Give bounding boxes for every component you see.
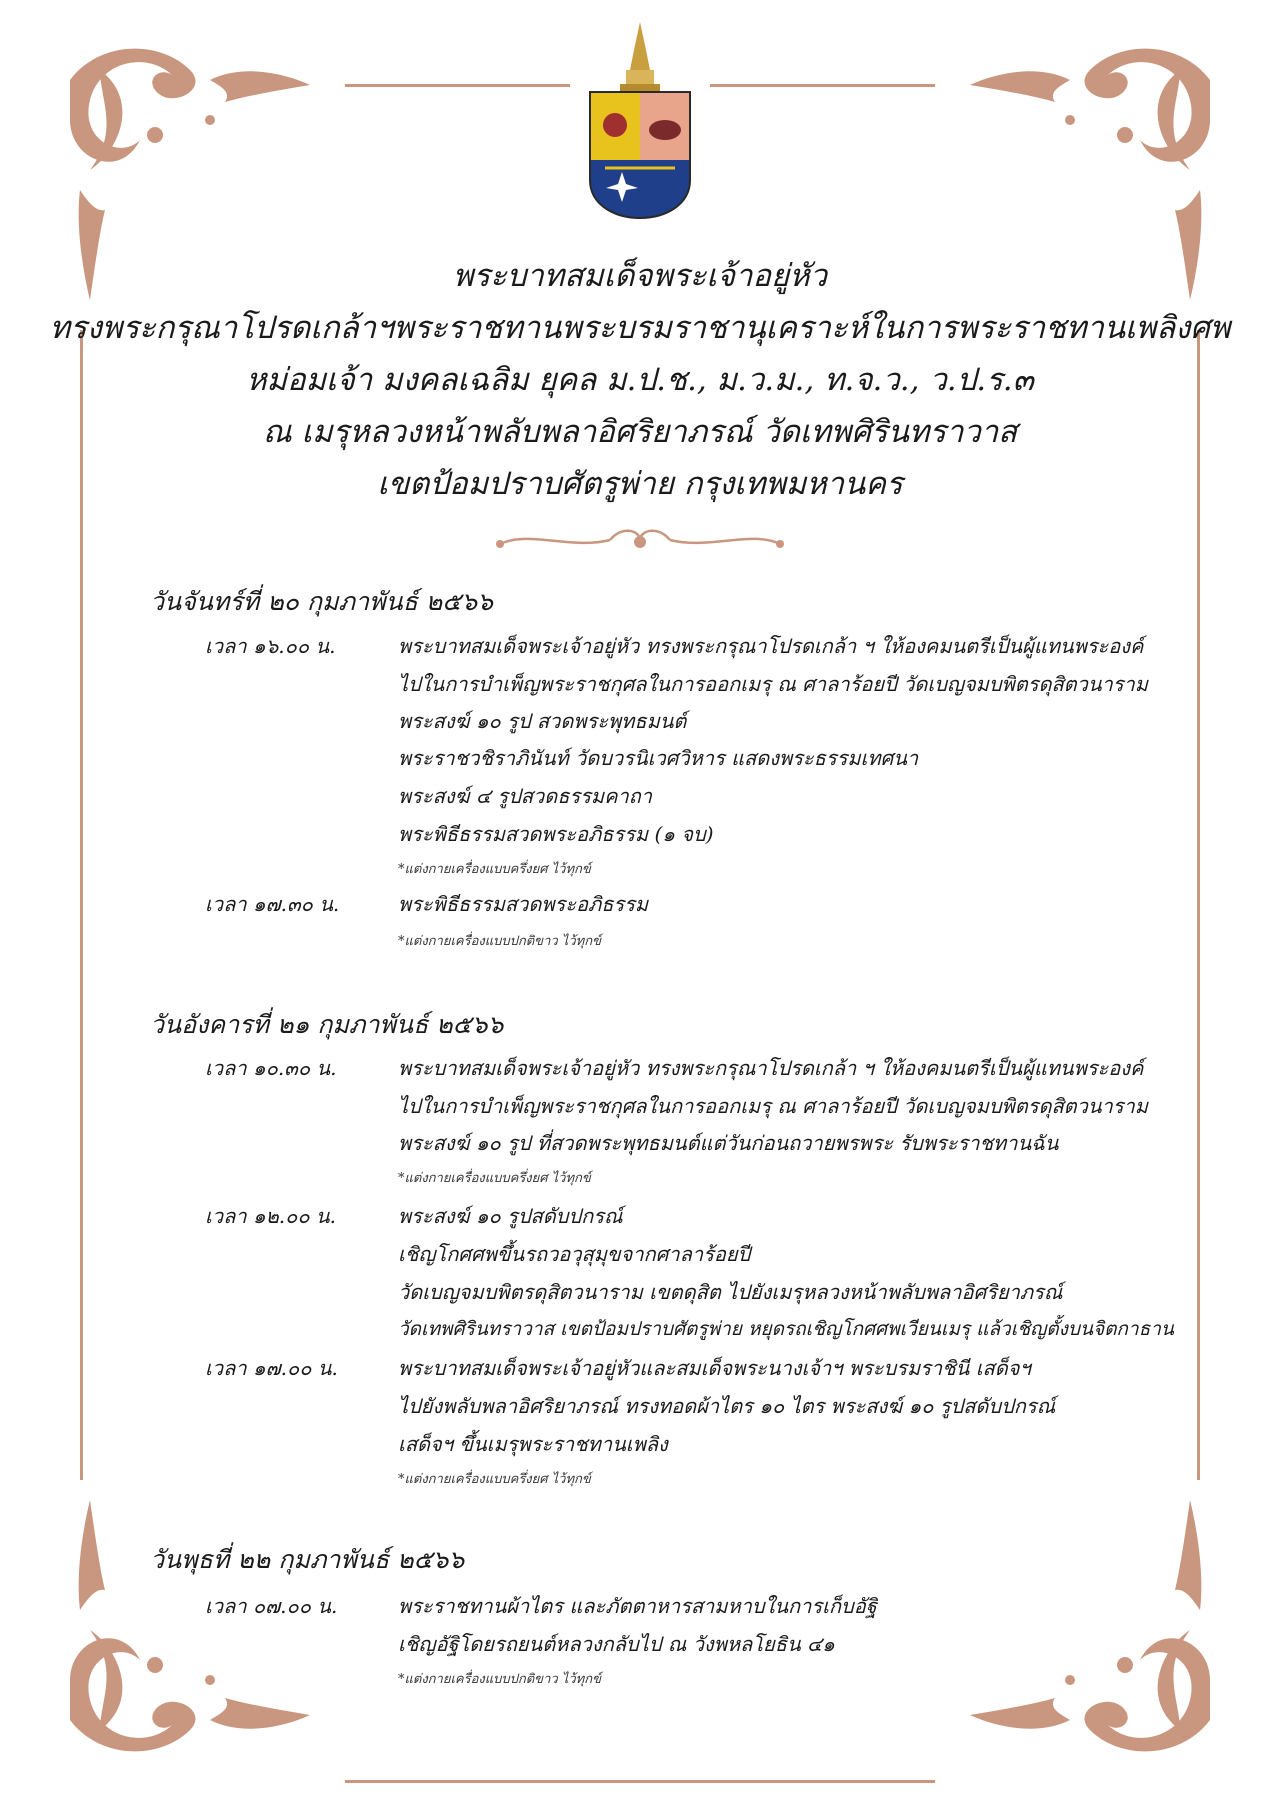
divider-ornament xyxy=(490,520,790,560)
schedule-line: วัดเทพศิรินทราวาส เขตป้อมปราบศัตรูพ่าย หยุดรถเชิญโกศศพเวียนเมรุ แล้วเชิญตั้งบนจิตกาธาน xyxy=(398,1318,1174,1340)
frame-top-left-line xyxy=(345,84,570,87)
time-label: เวลา ๑๖.๐๐ น. xyxy=(205,634,336,658)
dress-code-note: *แต่งกายเครื่องแบบครึ่งยศ ไว้ทุกข์ xyxy=(398,862,591,877)
schedule-line: พระราชทานผ้าไตร และภัตตาหารสามหาบในการเก็บอัฐิ xyxy=(398,1594,877,1618)
schedule-line: เชิญอัฐิโดยรถยนต์หลวงกลับไป ณ วังพหลโยธิน ๔๑ xyxy=(398,1632,835,1656)
dress-code-note: *แต่งกายเครื่องแบบครึ่งยศ ไว้ทุกข์ xyxy=(398,1171,591,1186)
royal-emblem-icon xyxy=(560,20,720,220)
dress-code-note: *แต่งกายเครื่องแบบปกติขาว ไว้ทุกข์ xyxy=(398,934,601,949)
schedule-line: ไปในการบำเพ็ญพระราชกุศลในการออกเมรุ ณ ศาลาร้อยปี วัดเบญจมบพิตรดุสิตวนาราม xyxy=(398,1094,1148,1118)
schedule-line: พระพิธีธรรมสวดพระอภิธรรม xyxy=(398,892,649,916)
schedule-line: พระบาทสมเด็จพระเจ้าอยู่หัว ทรงพระกรุณาโปรดเกล้า ฯ ให้องคมนตรีเป็นผู้แทนพระองค์ xyxy=(398,634,1144,658)
announcement-heading xyxy=(0,250,1280,510)
heading-line-1: พระบาทสมเด็จพระเจ้าอยู่หัว xyxy=(452,258,828,294)
corner-ornament-bottom-right xyxy=(960,1500,1220,1760)
time-label: เวลา ๑๒.๐๐ น. xyxy=(205,1204,336,1228)
schedule-line: ไปยังพลับพลาอิศริยาภรณ์ ทรงทอดผ้าไตร ๑๐ ไตร พระสงฆ์ ๑๐ รูปสดับปกรณ์ xyxy=(398,1394,1056,1418)
time-label: เวลา ๑๗.๐๐ น. xyxy=(205,1356,338,1380)
frame-top-right-line xyxy=(710,84,935,87)
schedule-line: พระบาทสมเด็จพระเจ้าอยู่หัวและสมเด็จพระนางเจ้าฯ พระบรมราชินี เสด็จฯ xyxy=(398,1356,1031,1380)
schedule-line: พระสงฆ์ ๑๐ รูปสดับปกรณ์ xyxy=(398,1204,623,1228)
heading-line-5: เขตป้อมปราบศัตรูพ่าย กรุงเทพมหานคร xyxy=(377,466,903,502)
schedule-line: วัดเบญจมบพิตรดุสิตวนาราม เขตดุสิต ไปยังเมรุหลวงหน้าพลับพลาอิศริยาภรณ์ xyxy=(398,1280,1063,1304)
dress-code-note: *แต่งกายเครื่องแบบครึ่งยศ ไว้ทุกข์ xyxy=(398,1472,591,1487)
time-label: เวลา ๐๗.๐๐ น. xyxy=(205,1594,338,1618)
schedule-line: ไปในการบำเพ็ญพระราชกุศลในการออกเมรุ ณ ศาลาร้อยปี วัดเบญจมบพิตรดุสิตวนาราม xyxy=(398,672,1148,696)
schedule-line: พระราชวชิราภินันท์ วัดบวรนิเวศวิหาร แสดงพระธรรมเทศนา xyxy=(398,746,919,770)
dress-code-note: *แต่งกายเครื่องแบบปกติขาว ไว้ทุกข์ xyxy=(398,1672,601,1687)
time-label: เวลา ๑๗.๓๐ น. xyxy=(205,892,340,916)
schedule-line: พระบาทสมเด็จพระเจ้าอยู่หัว ทรงพระกรุณาโปรดเกล้า ฯ ให้องคมนตรีเป็นผู้แทนพระองค์ xyxy=(398,1056,1144,1080)
heading-line-2: ทรงพระกรุณาโปรดเกล้าฯพระราชทานพระบรมราชานุเคราะห์ในการพระราชทานเพลิงศพ xyxy=(49,310,1231,346)
day-heading-tuesday: วันอังคารที่ ๒๑ กุมภาพันธ์ ๒๕๖๖ xyxy=(150,1010,504,1039)
schedule-line: เสด็จฯ ขึ้นเมรุพระราชทานเพลิง xyxy=(398,1432,668,1456)
schedule-line: เชิญโกศศพขึ้นรถวอวุสุมุขจากศาลาร้อยปี xyxy=(398,1242,751,1266)
schedule-line: พระสงฆ์ ๑๐ รูป สวดพระพุทธมนต์ xyxy=(398,709,687,733)
schedule-line: พระสงฆ์ ๔ รูปสวดธรรมคาถา xyxy=(398,784,653,808)
schedule-line: พระพิธีธรรมสวดพระอภิธรรม (๑ จบ) xyxy=(398,822,714,846)
heading-line-4: ณ เมรุหลวงหน้าพลับพลาอิศริยาภรณ์ วัดเทพศิรินทราวาส xyxy=(262,414,1018,450)
day-heading-monday: วันจันทร์ที่ ๒๐ กุมภาพันธ์ ๒๕๖๖ xyxy=(150,587,493,616)
heading-line-3: หม่อมเจ้า มงคลเฉลิม ยุคล ม.ป.ช., ม.ว.ม., ท.จ.ว., ว.ป.ร.๓ xyxy=(246,362,1034,398)
frame-bottom-line xyxy=(345,1780,935,1783)
time-label: เวลา ๑๐.๓๐ น. xyxy=(205,1056,337,1080)
corner-ornament-bottom-left xyxy=(60,1500,320,1760)
day-heading-wednesday: วันพุธที่ ๒๒ กุมภาพันธ์ ๒๕๖๖ xyxy=(150,1545,465,1574)
schedule-line: พระสงฆ์ ๑๐ รูป ที่สวดพระพุทธมนต์แต่วันก่อนถวายพรพระ รับพระราชทานฉัน xyxy=(398,1131,1059,1155)
